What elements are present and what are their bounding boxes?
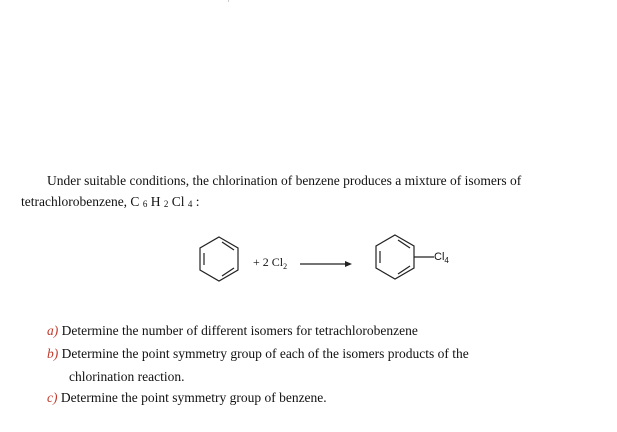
formula-cl-subscript: 4 xyxy=(187,199,193,209)
question-c xyxy=(47,390,327,406)
formula-h-subscript: 2 xyxy=(163,199,169,209)
question-a-marker: a) xyxy=(47,323,59,338)
question-c-marker: c) xyxy=(47,390,58,405)
question-b-continuation xyxy=(69,369,184,385)
benzene-ring-product xyxy=(376,235,434,279)
intro-colon: : xyxy=(195,194,200,209)
question-c-text: Determine the point symmetry group of benzene. xyxy=(60,390,327,405)
product-cl-text: Cl xyxy=(434,251,445,263)
formula-h: H xyxy=(150,194,161,209)
question-b-text: Determine the point symmetry group of each of the isomers products of the xyxy=(61,346,469,361)
reaction-arrow xyxy=(300,261,352,267)
reagent-label xyxy=(253,255,287,271)
product-substituent-label xyxy=(434,251,449,264)
question-b-marker: b) xyxy=(47,346,59,361)
question-b-continuation-text: chlorination reaction. xyxy=(69,369,185,384)
product-cl-subscript: 4 xyxy=(444,256,449,265)
reagent-text: + 2 Cl xyxy=(253,255,284,269)
question-a-text: Determine the number of different isomers for tetrachlorobenzene xyxy=(61,323,418,338)
benzene-ring-reactant xyxy=(200,237,238,281)
formula-cl: Cl xyxy=(171,194,185,209)
formula-c-subscript: 6 xyxy=(142,199,148,209)
intro-text-1: Under suitable conditions, the chlorination of benzene produces a mixture of isomers of xyxy=(47,173,522,188)
question-a xyxy=(47,323,418,339)
question-b xyxy=(47,346,469,362)
reagent-subscript: 2 xyxy=(283,262,288,271)
intro-text-2: tetrachlorobenzene, C xyxy=(21,194,140,209)
